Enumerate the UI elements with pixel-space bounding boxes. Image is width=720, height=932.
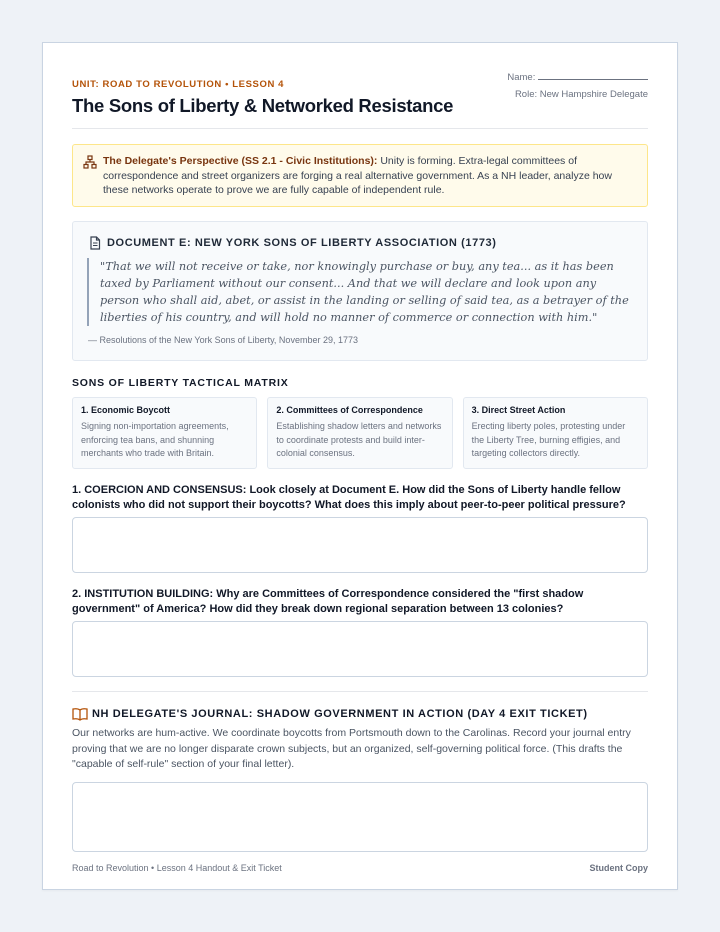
card-body: Establishing shadow letters and networks to coordinate protests and build inter-colonial consensus. <box>276 421 442 458</box>
card-body: Erecting liberty poles, protesting under the Liberty Tree, burning effigies, and targeting collectors directly. <box>471 421 626 458</box>
divider <box>72 128 648 129</box>
open-book-icon <box>72 707 88 721</box>
footer-right: Student Copy <box>589 863 648 873</box>
role-label: Role: New Hampshire Delegate <box>514 89 648 100</box>
network-icon <box>83 155 97 169</box>
journal-heading-text: NH DELEGATE'S JOURNAL: SHADOW GOVERNMENT IN ACTION (DAY 4 EXIT TICKET) <box>92 708 588 720</box>
perspective-label: The Delegate's Perspective (SS 2.1 - Civic Institutions): <box>103 155 378 167</box>
journal-answer-box[interactable] <box>72 782 648 852</box>
document-citation: — Resolutions of the New York Sons of Liberty, November 29, 1773 <box>88 335 358 345</box>
name-field <box>507 72 648 83</box>
footer-left: Road to Revolution • Lesson 4 Handout & Exit Ticket <box>72 863 282 873</box>
journal-heading <box>72 707 588 721</box>
matrix-card-street-action <box>463 397 648 469</box>
card-title: 2. Committees of Correspondence <box>276 405 423 415</box>
name-label: Name: <box>507 72 536 83</box>
document-e-box <box>72 221 648 361</box>
matrix-card-economic-boycott <box>72 397 257 469</box>
answer-box-1[interactable] <box>72 517 648 573</box>
matrix-card-committees <box>267 397 452 469</box>
question-2: 2. INSTITUTION BUILDING: Why are Committees of Correspondence considered the "first shadow government" of America? How did they break down regional separation between 13 colonies? <box>72 588 584 615</box>
question-1: 1. COERCION AND CONSENSUS: Look closely at Document E. How did the Sons of Liberty handle fellow colonists who did not support their boycotts? What does this imply about peer-to-peer political pressure? <box>72 484 626 511</box>
divider <box>72 691 648 692</box>
tactical-matrix <box>72 397 648 469</box>
matrix-heading: SONS OF LIBERTY TACTICAL MATRIX <box>72 377 289 389</box>
perspective-banner <box>72 144 648 207</box>
document-quote: "That we will not receive or take, nor knowingly purchase or buy, any tea... as it has been taxed by Parliament without our consent... And that we will declare and look upon any person who shall aid, abet, or assist in the landing or selling of said tea, as a betrayer of the liberties of his country, and will hold no manner of commerce or connection with him." <box>87 258 631 326</box>
name-blank-line[interactable] <box>538 72 648 80</box>
card-title: 3. Direct Street Action <box>471 405 566 415</box>
document-heading <box>88 236 497 250</box>
card-body: Signing non-importation agreements, enforcing tea bans, and shunning merchants who trade with Britain. <box>81 421 229 458</box>
document-icon <box>88 236 102 250</box>
unit-label: UNIT: ROAD TO REVOLUTION • LESSON 4 <box>72 79 285 90</box>
card-title: 1. Economic Boycott <box>81 405 171 415</box>
handout-page <box>42 42 678 890</box>
document-heading-text: DOCUMENT E: NEW YORK SONS OF LIBERTY ASSOCIATION (1773) <box>107 237 497 249</box>
journal-instructions: Our networks are hum-active. We coordinate boycotts from Portsmouth down to the Carolinas. Record your journal entry proving that we are no longer disparate crown subjects, but an organized, self-governing political force. (This drafts the "capable of self-rule" section of your final letter). <box>72 727 631 770</box>
page-title: The Sons of Liberty & Networked Resistance <box>72 95 454 116</box>
perspective-text: Unity is forming. Extra-legal committees of correspondence and street organizers are forging a real alternative government. As a NH leader, analyze how these networks operate to prove we are fully capable of independent rule. <box>103 155 612 196</box>
answer-box-2[interactable] <box>72 621 648 677</box>
